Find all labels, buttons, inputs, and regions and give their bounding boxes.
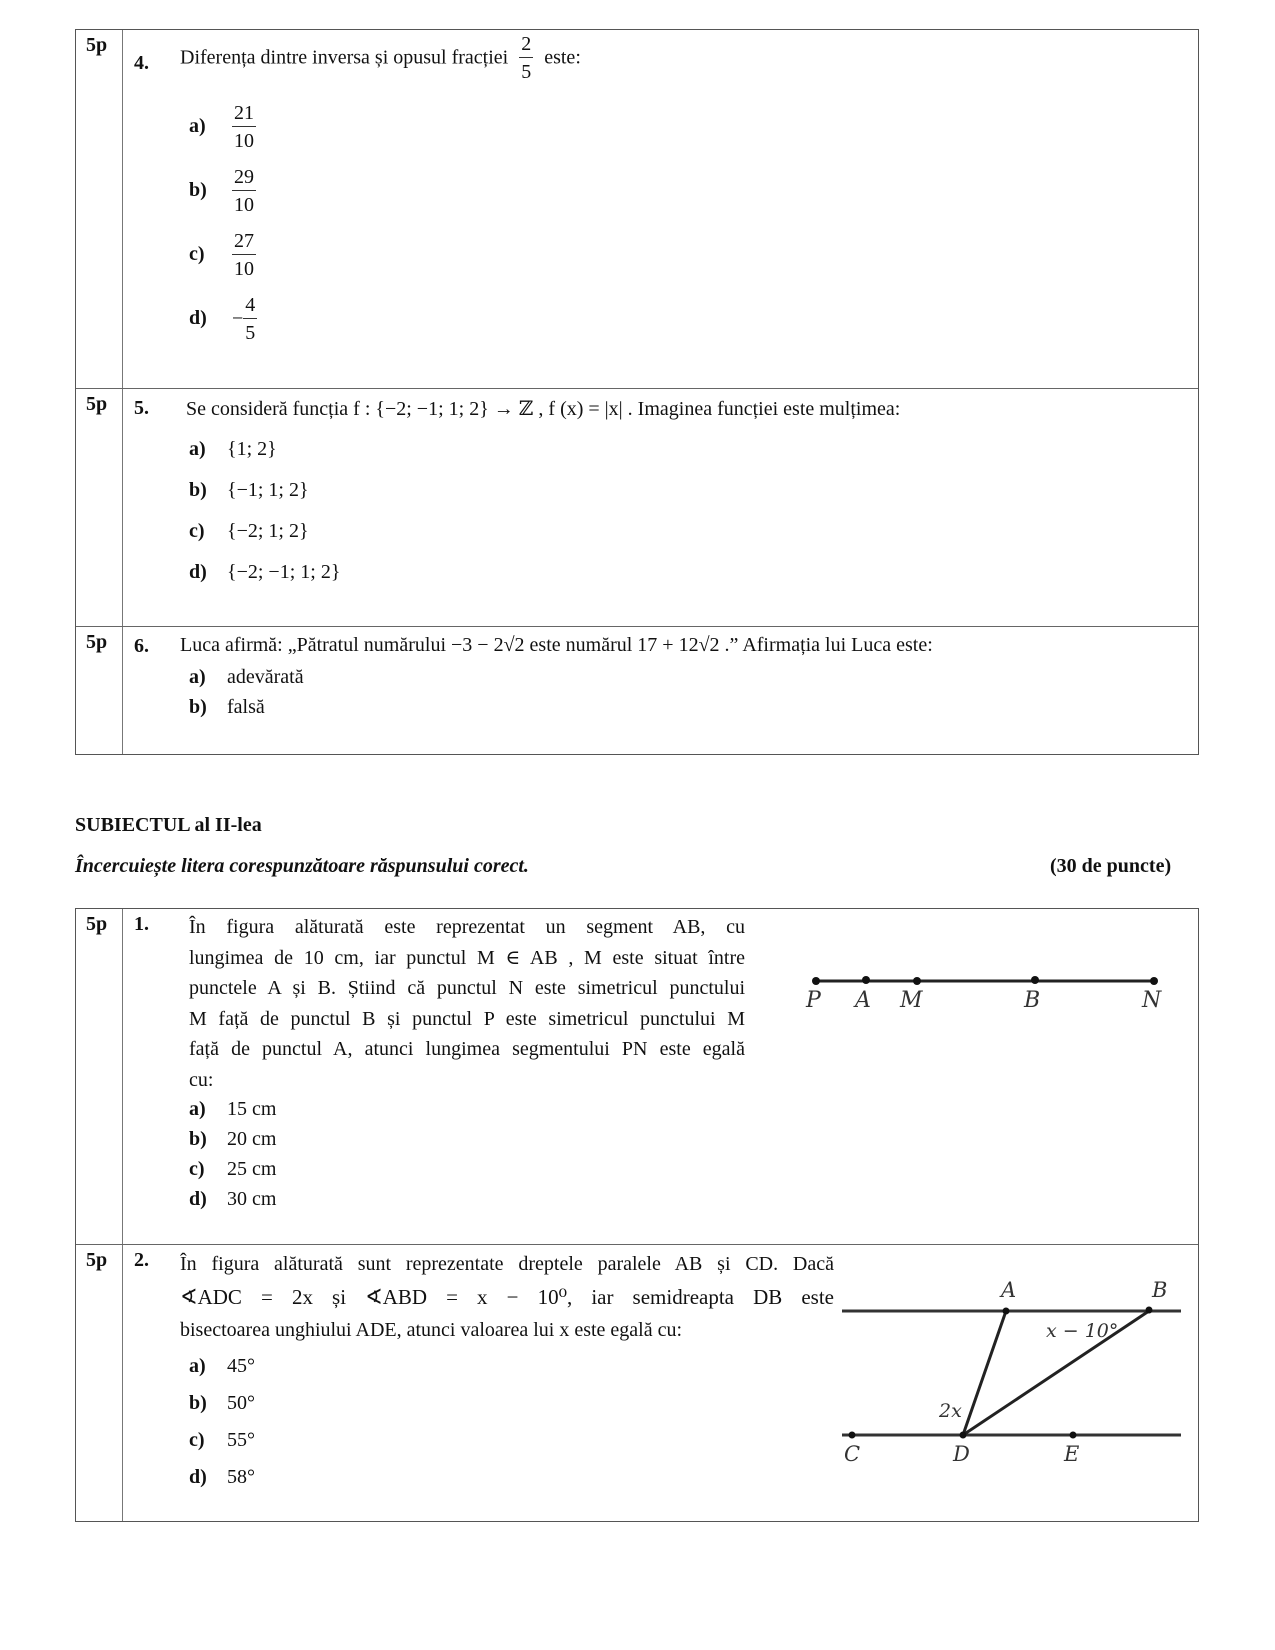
point-n: [1150, 977, 1158, 985]
column-divider: [122, 909, 123, 1244]
points-label: 5p: [86, 393, 108, 415]
segment-figure: [796, 954, 1176, 1024]
point-p: [812, 977, 820, 985]
option-d[interactable]: d) − $\frac{4}{5}$: [189, 294, 256, 344]
question-number: 6.: [134, 635, 149, 657]
question-number: 1.: [134, 913, 149, 935]
points-label: 5p: [86, 34, 108, 56]
label-a: A: [855, 988, 871, 1013]
option-d[interactable]: d) {−2; −1; 1; 2}: [189, 561, 341, 583]
question-text: [180, 34, 581, 82]
option-fraction: $\frac{4}{5}$: [245, 294, 256, 344]
subject2-heading: SUBIECTUL al II-lea: [75, 814, 262, 836]
question-text: În figura alăturată este reprezentat un segment AB, cu lungimea de 10 cm, iar punctul M ∈ AB , M este situat între punctele A și B. Știind că punctul N este simetricul punctului M față de punctul B și punctul P este simetricul punctului M față de punctul A, atunci lungimea segmentului PN este egală cu:: [189, 916, 745, 1091]
question-number: 4.: [134, 52, 149, 74]
label-p: P: [806, 988, 821, 1013]
option-d[interactable]: d) 58°: [189, 1466, 255, 1488]
option-fraction: $\frac{29}{10}$: [234, 166, 254, 216]
option-b[interactable]: b) 20 cm: [189, 1128, 277, 1150]
question-text: În figura alăturată sunt reprezentate dreptele paralele AB și CD. Dacă ∢ADC = 2x și ∢ABD = x − 10⁰, iar semidreapta DB este bisectoarea unghiului ADE, atunci valoarea lui x este egală cu:: [180, 1253, 834, 1341]
option-b[interactable]: b) 50°: [189, 1392, 255, 1414]
question-row-5: [76, 388, 1198, 626]
question-row-6: [76, 626, 1198, 754]
segment-ad: [963, 1311, 1006, 1435]
option-c[interactable]: c) 25 cm: [189, 1158, 277, 1180]
angle-label-adc: 2x: [939, 1400, 962, 1422]
column-divider: [122, 30, 123, 388]
fraction: $\frac{2}{5}$: [521, 33, 532, 83]
option-fraction: $\frac{21}{10}$: [234, 102, 254, 152]
question-text-before: Diferența dintre inversa și opusul fracției: [180, 46, 509, 69]
option-a[interactable]: a) 15 cm: [189, 1098, 277, 1120]
option-a[interactable]: a) 45°: [189, 1355, 255, 1377]
points-label: 5p: [86, 913, 108, 935]
option-c[interactable]: c) 55°: [189, 1429, 255, 1451]
subject2-total-points: (30 de puncte): [1050, 855, 1172, 877]
column-divider: [122, 389, 123, 626]
question-row-2: [76, 1244, 1198, 1521]
subject1-table: [75, 29, 1199, 755]
label-b: B: [1024, 988, 1041, 1013]
label-d: D: [953, 1442, 970, 1465]
question-text: Luca afirmă: „Pătratul numărului −3 − 2√2 este numărul 17 + 12√2 .” Afirmația lui Luca este:: [180, 634, 933, 656]
question-text-after: este:: [544, 46, 581, 69]
angle-label-abd: x − 10°: [1046, 1320, 1119, 1342]
column-divider: [122, 627, 123, 754]
question-row-1: [76, 909, 1198, 1244]
points-label: 5p: [86, 1249, 108, 1271]
option-a[interactable]: a) adevărată: [189, 666, 304, 688]
parallel-lines-figure: [836, 1265, 1196, 1465]
option-c[interactable]: c) $\frac{27}{10}$: [189, 230, 254, 280]
points-label: 5p: [86, 631, 108, 653]
option-b[interactable]: b) $\frac{29}{10}$: [189, 166, 254, 216]
point-m: [913, 977, 921, 985]
option-c[interactable]: c) {−2; 1; 2}: [189, 520, 309, 542]
column-divider: [122, 1245, 123, 1521]
question-text: Se consideră funcția f : {−2; −1; 1; 2} → ℤ , f (x) = |x| . Imaginea funcției este mulțimea:: [186, 398, 901, 420]
question-row-4: [76, 30, 1198, 388]
option-d[interactable]: d) 30 cm: [189, 1188, 277, 1210]
point-b: [1031, 976, 1039, 984]
subject2-instruction: Încercuiește litera corespunzătoare răspunsului corect.: [75, 855, 529, 877]
question-number: 5.: [134, 397, 149, 419]
option-a[interactable]: a) {1; 2}: [189, 438, 277, 460]
option-fraction: $\frac{27}{10}$: [234, 230, 254, 280]
label-n: N: [1142, 988, 1162, 1013]
label-m: M: [900, 988, 923, 1013]
label-a: A: [1001, 1278, 1017, 1302]
label-b: B: [1152, 1278, 1168, 1302]
question-number: 2.: [134, 1249, 149, 1271]
subject2-table: [75, 908, 1199, 1522]
label-e: E: [1064, 1442, 1080, 1465]
option-a[interactable]: a) $\frac{21}{10}$: [189, 102, 254, 152]
option-b[interactable]: b) {−1; 1; 2}: [189, 479, 309, 501]
option-b[interactable]: b) falsă: [189, 696, 265, 718]
point-a: [862, 976, 870, 984]
label-c: C: [844, 1442, 861, 1465]
